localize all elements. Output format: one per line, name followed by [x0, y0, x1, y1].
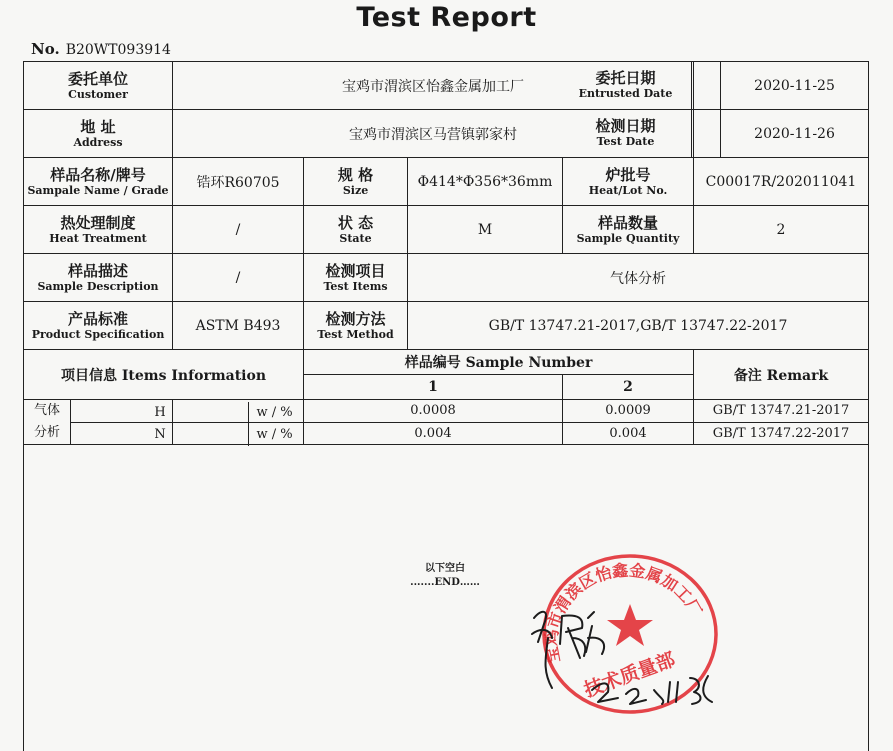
address-value: 宝鸡市渭滨区马营镇郭家村 — [173, 110, 694, 158]
signature-date: 2020.11.26 — [522, 598, 528, 599]
sample-number-header: 样品编号 Sample Number — [304, 350, 694, 375]
gas-analysis-line1: 气体 — [33, 403, 60, 418]
heat-treatment-value: / — [173, 206, 304, 254]
blank-below-text: 以下空白 — [425, 563, 465, 574]
customer-row — [24, 62, 869, 110]
test-date-value: 2020-11-26 — [721, 110, 869, 158]
element-n-text: N — [154, 427, 166, 442]
report-number — [31, 40, 171, 58]
report-number-value: B20WT093914 — [65, 42, 171, 58]
stamp-department-text: 技术质量部 — [581, 648, 679, 702]
test-date-label-text: 检测日期 Test Date — [560, 109, 692, 157]
test-date-label — [694, 110, 721, 158]
test-items-label: 检测项目 Test Items — [304, 254, 408, 302]
test-method-label: 检测方法 Test Method — [304, 302, 408, 350]
entrusted-date-value: 2020-11-25 — [721, 62, 869, 110]
test-items-value: 气体分析 — [408, 254, 869, 302]
sample-row — [24, 158, 869, 206]
value-n-s2: 0.004 — [563, 422, 694, 445]
description-row — [24, 254, 869, 302]
customer-label: 委托单位 Customer — [24, 62, 173, 110]
state-value: M — [408, 206, 563, 254]
end-text: .......END…… — [410, 577, 480, 588]
sample-col-2-header: 2 — [563, 375, 694, 400]
entrusted-date-label — [694, 62, 721, 110]
remark-header: 备注 Remark — [694, 350, 869, 400]
report-number-label: No. — [31, 40, 60, 58]
report-table — [23, 61, 869, 445]
description-value: / — [173, 254, 304, 302]
unit-grid — [249, 402, 300, 446]
value-n-s1: 0.004 — [304, 422, 563, 445]
unit-n-text: w / % — [256, 427, 293, 442]
description-label: 样品描述 Sample Description — [24, 254, 173, 302]
size-label: 规 格 Size — [304, 158, 408, 206]
heat-treatment-label: 热处理制度 Heat Treatment — [24, 206, 173, 254]
address-row — [24, 110, 869, 158]
unit-h-text: w / % — [256, 405, 293, 420]
sample-name-value: 锆环R60705 — [173, 158, 304, 206]
sample-name-label: 样品名称/牌号 Sampale Name / Grade — [24, 158, 173, 206]
size-value: Φ414*Φ356*36mm — [408, 158, 563, 206]
state-label: 状 态 State — [304, 206, 408, 254]
value-h-s2: 0.0009 — [563, 400, 694, 423]
end-marker — [400, 562, 490, 590]
product-spec-value: ASTM B493 — [173, 302, 304, 350]
sample-col-1-header: 1 — [304, 375, 563, 400]
quantity-label: 样品数量 Sample Quantity — [563, 206, 694, 254]
remark-h: GB/T 13747.21-2017 — [694, 400, 869, 423]
spec-row — [24, 302, 869, 350]
element-unit-grid — [72, 402, 248, 446]
heat-lot-value: C00017R/202011041 — [694, 158, 869, 206]
customer-value: 宝鸡市渭滨区怡鑫金属加工厂 — [173, 62, 694, 110]
items-information-header: 项目信息 Items Information — [24, 350, 304, 400]
quantity-value: 2 — [694, 206, 869, 254]
stamp-ring-text: 宝鸡市渭滨区怡鑫金属加工厂 — [541, 560, 706, 665]
address-label: 地 址 Address — [24, 110, 173, 158]
report-title: Test Report — [356, 2, 537, 33]
gas-analysis-line2: 分析 — [33, 425, 60, 440]
entrusted-date-label-text: 委托日期 Entrusted Date — [560, 61, 692, 109]
test-method-value: GB/T 13747.21-2017,GB/T 13747.22-2017 — [408, 302, 869, 350]
value-h-s1: 0.0008 — [304, 400, 563, 423]
handwritten-signature — [522, 598, 722, 708]
heat-lot-label: 炉批号 Heat/Lot No. — [563, 158, 694, 206]
product-spec-label: 产品标准 Product Specification — [24, 302, 173, 350]
element-h-text: H — [154, 405, 166, 420]
gas-analysis-group — [24, 400, 71, 445]
results-header-row — [24, 350, 869, 375]
heat-treatment-row — [24, 206, 869, 254]
remark-n: GB/T 13747.22-2017 — [694, 422, 869, 445]
